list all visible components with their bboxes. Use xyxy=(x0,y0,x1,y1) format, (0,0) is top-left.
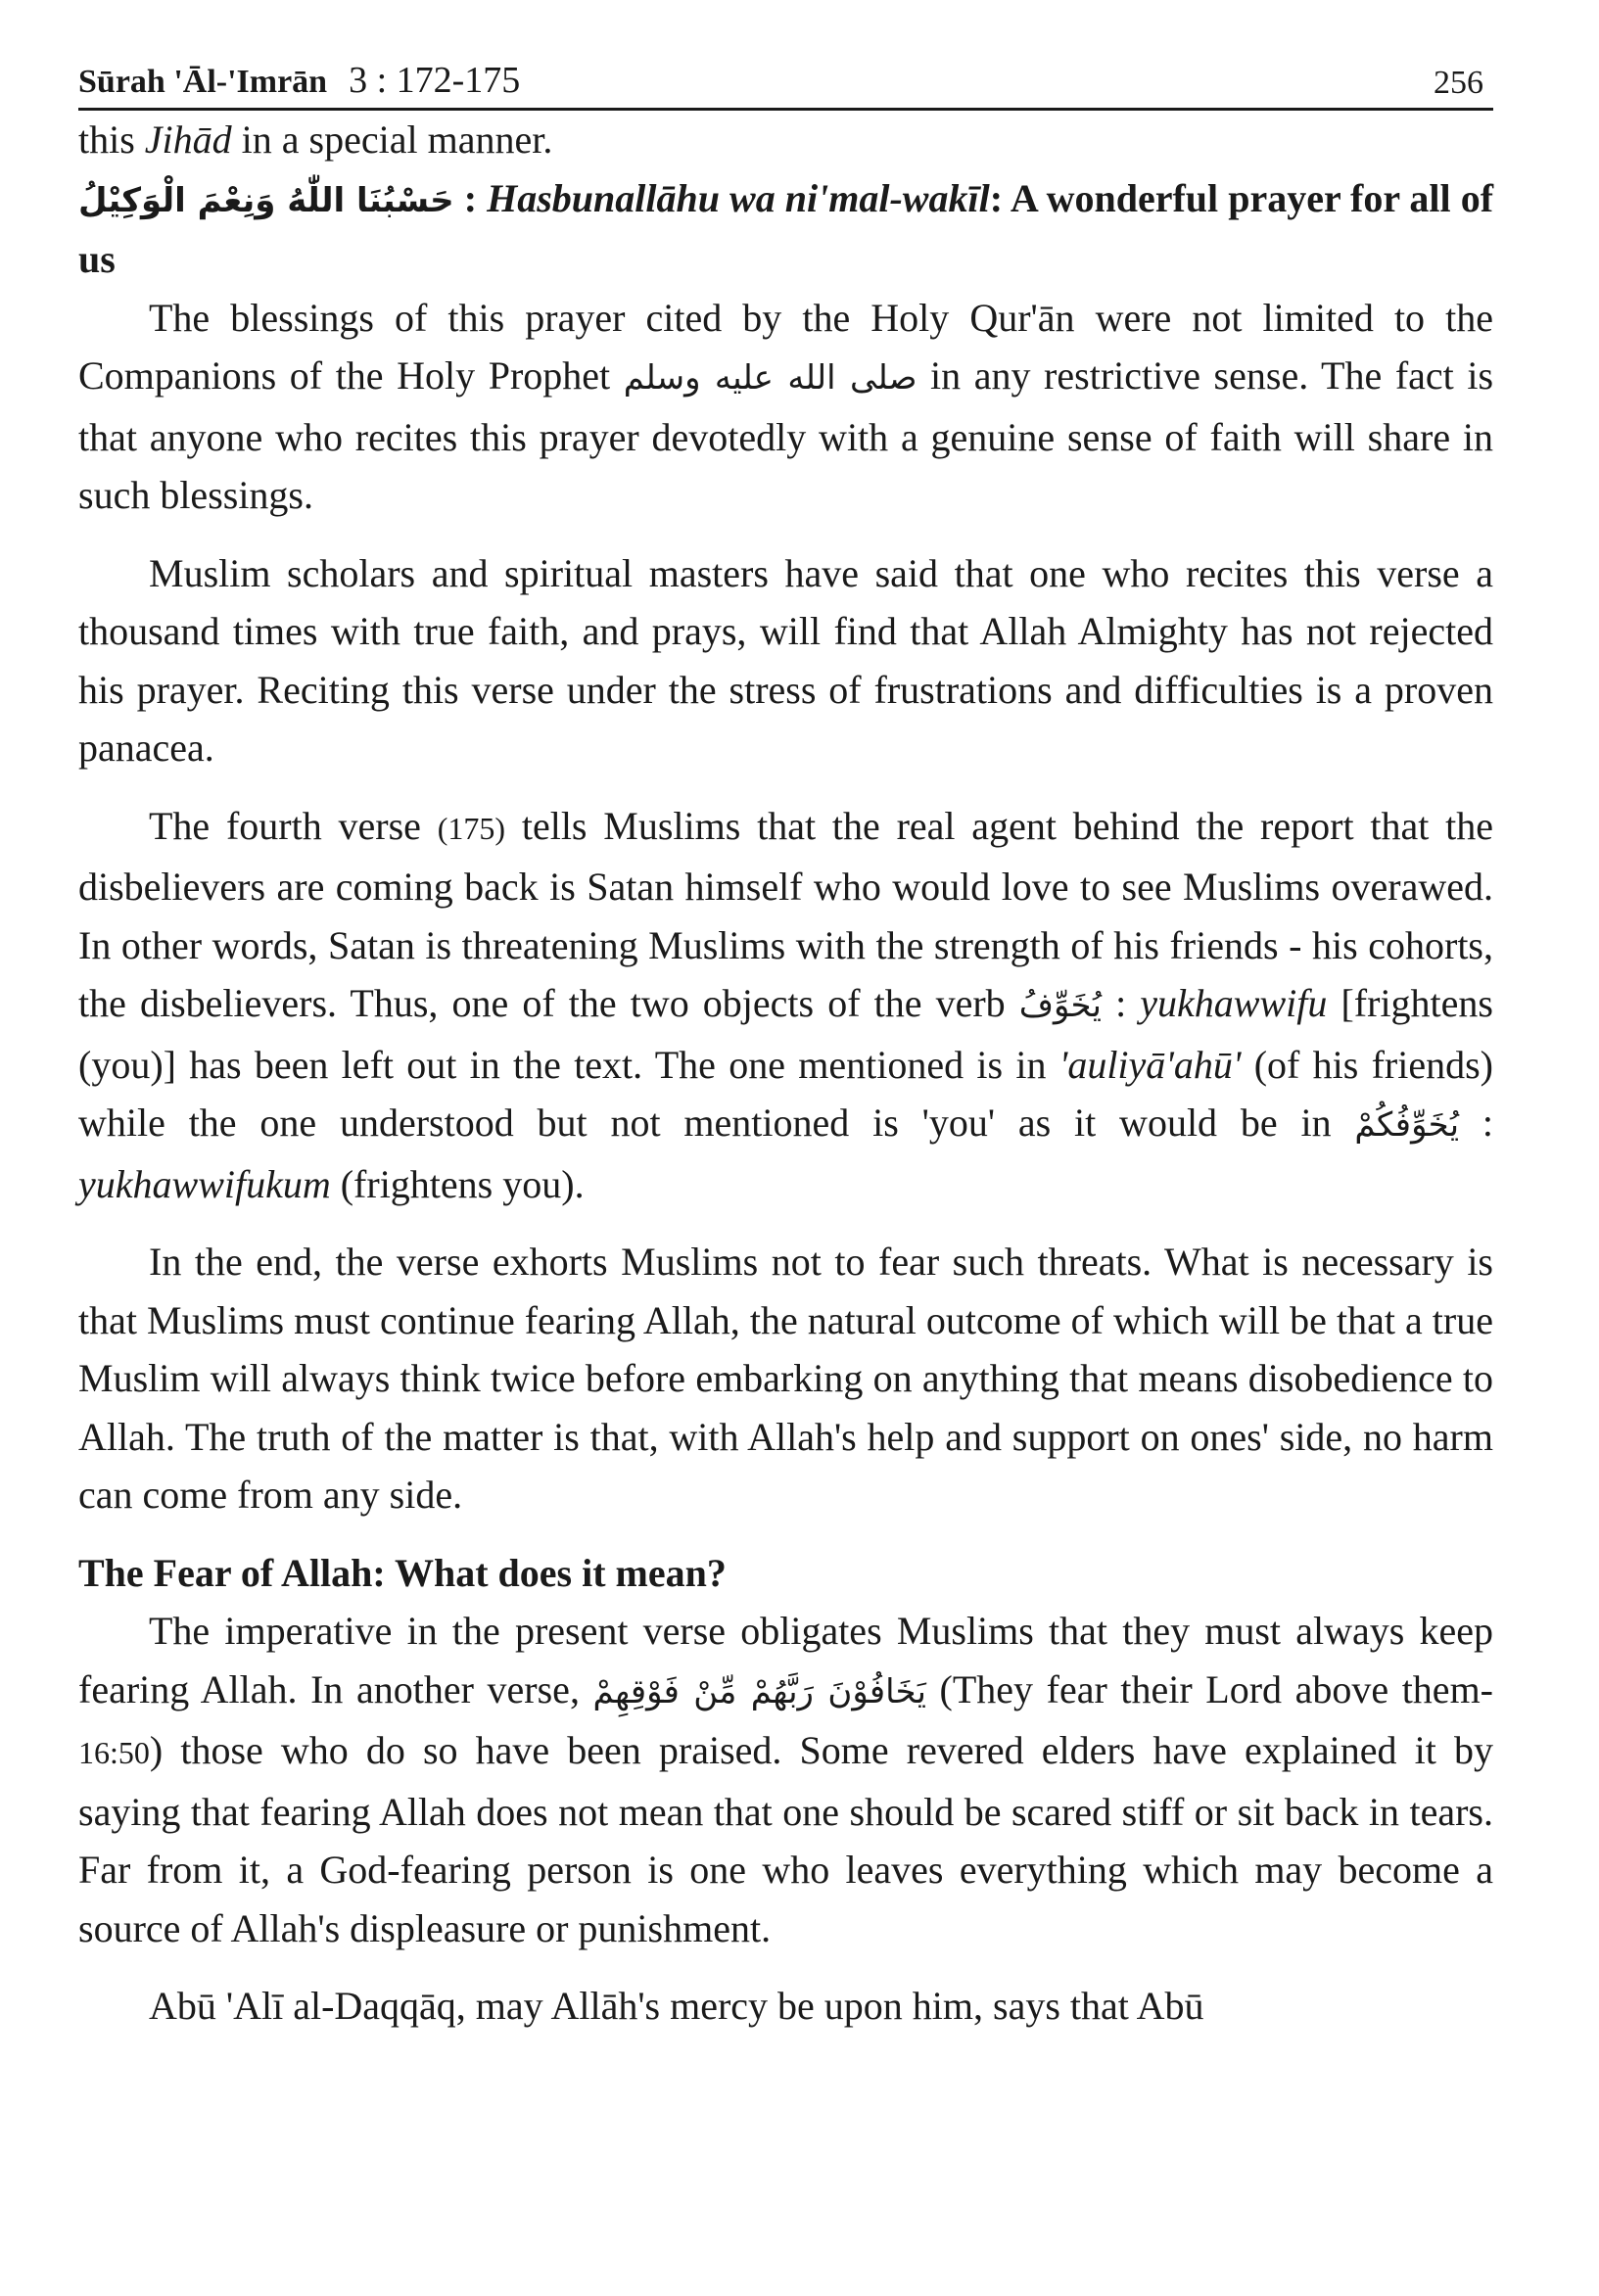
translit-auliyaahu: 'auliyā'ahū' xyxy=(1058,1042,1242,1087)
translit-yukhawwifu: yukhawwifu xyxy=(1140,981,1328,1025)
heading-separator: : xyxy=(453,175,488,220)
para3-e: (of his friends) while the one understood but not mentioned is 'you' as it would be in xyxy=(78,1042,1493,1145)
section-heading-prayer xyxy=(78,169,1493,289)
para3-f: : xyxy=(1459,1101,1493,1145)
intro-line xyxy=(78,111,1493,169)
para5-c: ) those who do so have been praised. Some revered elders have explained it by saying that fearing Allah does not mean that one should be scared stiff or sit back in tears. Far from it, a God-fearing person is one who leaves everything which may become a source of Allah's displeasure or punishment. xyxy=(78,1728,1493,1950)
para3-g: (frightens you). xyxy=(330,1161,585,1206)
surah-title: Sūrah 'Āl-'Imrān xyxy=(78,64,328,100)
intro-text: this xyxy=(78,117,145,162)
arabic-salutation: صلى الله عليه وسلم xyxy=(623,358,917,398)
body-text xyxy=(78,111,1493,2036)
verse-ref-16-50: 16:50 xyxy=(78,1735,150,1770)
paragraph-fear-of-allah xyxy=(78,1602,1493,1957)
paragraph-conclusion: In the end, the verse exhorts Muslims not to fear such threats. What is necessary is that Muslims must continue fearing Allah, the natural outcome of which will be that a true Muslim will always think twice before embarking on anything that means disobedience to Allah. The truth of the matter is that, with Allah's help and support on ones' side, no harm can come from any side. xyxy=(78,1240,1493,1517)
paragraph-blessings xyxy=(78,289,1493,525)
intro-italic: Jihād xyxy=(144,117,232,162)
paragraph-scholars: Muslim scholars and spiritual masters have said that one who recites this verse a thousand times with true faith, and prays, will find that Allah Almighty has not rejected his prayer. Reciting this verse under the stress of frustrations and difficulties is a proven panacea. xyxy=(78,550,1493,770)
para1-a: The blessings of this prayer cited by the Holy Qur'ān were not limited to the Companions of the Holy Prophet xyxy=(78,295,1493,398)
translit-yukhawwifukum: yukhawwifukum xyxy=(78,1161,331,1206)
header-left xyxy=(78,59,520,102)
prayer-transliteration: Hasbunallāhu wa ni'mal-wakīl xyxy=(487,175,990,220)
document-page xyxy=(78,51,1493,2036)
paragraph-abu-ali: Abū 'Alī al-Daqqāq, may Allāh's mercy be upon him, says that Abū xyxy=(149,1984,1204,2028)
para5-b: (They fear their Lord above them- xyxy=(925,1666,1493,1711)
arabic-prayer: حَسْبُنَا اللّٰهُ وَنِعْمَ الْوَكِيْلُ xyxy=(78,180,454,220)
arabic-yukhawwifukum: يُخَوِّفُكُمْ xyxy=(1354,1105,1460,1145)
arabic-yukhawwifu: يُخَوِّفُ xyxy=(1018,986,1102,1025)
paragraph-fourth-verse xyxy=(78,797,1493,1214)
para3-b: tells Muslims that the real agent behind the report that the disbelievers are coming back is Satan himself who would love to see Muslims overawed. In other words, Satan is threatening Muslims with the strength of his friends - his cohorts, the disbelievers. Thus, one of the two objects of the verb xyxy=(78,803,1493,1025)
para3-a: The fourth verse xyxy=(149,803,438,848)
para5-a: The imperative in the present verse obligates Muslims that they must always keep fearing Allah. In another verse, xyxy=(78,1609,1493,1711)
verse-reference: 3 : 172-175 xyxy=(349,60,521,101)
section-heading-fear: The Fear of Allah: What does it mean? xyxy=(78,1550,727,1595)
intro-rest: in a special manner. xyxy=(231,117,553,162)
para3-c: : xyxy=(1101,981,1141,1025)
prayer-heading-title: : A wonderful prayer for all of us xyxy=(78,175,1494,281)
page-number: 256 xyxy=(1434,65,1483,101)
para1-b: in any restrictive sense. The fact is that anyone who recites this prayer devotedly with a genuine sense of faith will share in such blessings. xyxy=(78,353,1494,517)
verse-number-175: (175) xyxy=(437,810,506,846)
running-header xyxy=(78,51,1493,111)
arabic-verse-16-50: يَخَافُوْنَ رَبَّهُمْ مِّنْ فَوْقِهِمْ xyxy=(592,1671,926,1711)
para3-d: [frightens (you)] has been left out in the text. The one mentioned is in xyxy=(78,981,1493,1087)
